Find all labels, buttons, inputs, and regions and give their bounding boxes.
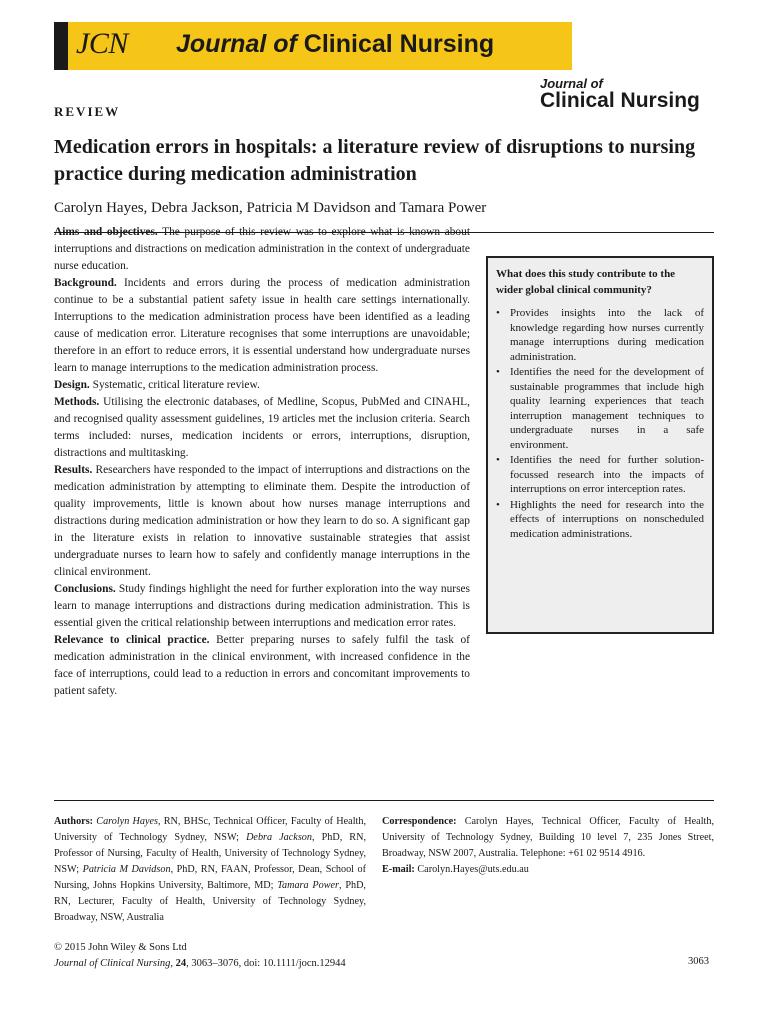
list-item [496,365,704,452]
abstract-text: The purpose of this review was to explore what is known about interruptions and distractions on medication administration in the context of undergraduate nurse education. [54,226,470,272]
abstract-text: Study findings highlight the need for further exploration into the way nurses learn to manage interruptions and distractions during medication administration. This is essential given the critical relationship between interruptions and medication error rates. [54,583,470,629]
article-title: Medication errors in hospitals: a literature review of disruptions to nursing practice during medication administration [54,136,696,185]
logo-big-text: Clinical Nursing [540,89,700,112]
abstract-text: Utilising the electronic databases, of Medline, Scopus, PubMed and CINAHL, and recognised quality assessment guidelines, 19 articles met the inclusion criteria. Search terms included: nurses, medication incidents or errors, interruptions, disruption, distractions and multitasking. [54,396,470,459]
abstract-label: Relevance to clinical practice. [54,634,210,646]
logo-small-text: Journal of [540,76,603,91]
abstract-text: Better preparing nurses to safely fulfil the task of medication administration in the clinical environment, with increased confidence in the face of interruptions, could lead to a reduction in errors and concomitant improvements to patient safety. [54,634,470,697]
contribution-box [486,256,714,634]
list-item-text: Identifies the need for the development of sustainable programmes that include high quality learning experiences that teach interruption management techniques to undergraduate nurses in a safe environment. [510,366,704,451]
journal-banner-title [176,30,494,59]
author-affiliation: , PhD, RN, Professor of Nursing, Faculty of Health, University of Technology Sydney, NSW; [54,832,367,875]
list-item [496,453,704,497]
copyright-notice [54,940,346,972]
abstract-label: Results. [54,464,93,476]
author-affiliation: , PhD, RN, Lecturer, Faculty of Health, University of Technology Sydney, Broadway, NSW, Australia [54,880,366,923]
list-item-text: Provides insights into the lack of knowledge regarding how nurses currently manage interruptions during medication administration. [510,307,704,363]
bullet-icon: • [496,307,500,319]
abstract-label: Aims and objectives. [54,226,158,238]
author-name: Patricia M Davidson [82,864,171,875]
bullet-icon: • [496,498,500,511]
author-affiliations [54,814,366,926]
author-affiliation: , PhD, RN, FAAN, Professor, Dean, School of Nursing, Johns Hopkins University, Baltimore, MD; [54,864,367,891]
abstract-paragraph [54,224,470,275]
abstract-paragraph [54,632,470,700]
banner-title-rest: Clinical Nursing [303,30,495,58]
abstract-label: Methods. [54,396,100,408]
author-list: Carolyn Hayes, Debra Jackson, Patricia M Davidson and Tamara Power [54,200,487,216]
abstract-label: Design. [54,379,90,391]
copyright-line: © 2015 John Wiley & Sons Ltd [54,942,187,953]
contribution-list [496,306,704,541]
journal-logo [540,76,700,113]
citation-rest: , 3063–3076, doi: 10.1111/jocn.12944 [186,958,346,969]
abstract-paragraph [54,394,470,462]
email-label: E-mail: [382,864,415,875]
contribution-box-heading: What does this study contribute to the wider global clinical community? [496,268,676,296]
abstract-paragraph [54,581,470,632]
abstract [54,224,470,700]
journal-banner [54,22,572,70]
bullet-icon: • [496,366,500,378]
author-name: Debra Jackson [246,832,312,843]
email-link[interactable]: Carolyn.Hayes@uts.edu.au [417,864,529,875]
abstract-text: Researchers have responded to the impact of interruptions and distractions on the medication administration by attempting to eliminate them. Despite the introduction of quality improvements, little is known about how nurses manage interruptions and distractions during medication administration or how they learn to do so. A significant gap in the literature exists in relation to innovative sustainable strategies that assist undergraduate nurses to learn how to safely and confidently manage interruptions in the clinical environment. [54,464,470,578]
author-name: Carolyn Hayes [96,816,158,827]
bullet-icon: • [496,454,500,466]
footer-divider [54,800,714,801]
abstract-label: Conclusions. [54,583,116,595]
banner-title-italic: Journal of [176,30,297,58]
abstract-label: Background. [54,277,117,289]
journal-abbreviation: JCN [76,27,128,60]
abstract-paragraph [54,462,470,581]
abstract-paragraph [54,275,470,377]
abstract-text: Incidents and errors during the process of medication administration continue to be a substantial patient safety issue in health care settings internationally. Interruptions to the medication administration process have been identified as a leading cause of medication error. Literature recognises that some interruptions are unavoidable; therefore in an effort to reduce errors, it is essential understand how undergraduate nurses learn to manage interruptions to the medication administration process. [54,277,470,374]
author-name: Tamara Power [277,880,339,891]
page-number: 3063 [688,956,709,967]
citation-journal: Journal of Clinical Nursing [54,958,171,969]
list-item [496,498,704,542]
correspondence [382,814,714,878]
abstract-text: Systematic, critical literature review. [92,379,260,391]
section-label: REVIEW [54,104,121,119]
list-item-text: Highlights the need for research into the effects of interruptions on nonscheduled medication administrations. [510,498,704,540]
authors-label: Authors: [54,816,94,827]
list-item [496,306,704,364]
correspondence-label: Correspondence: [382,816,457,827]
abstract-paragraph [54,377,470,394]
author-affiliation: , RN, BHSc, Technical Officer, Faculty of Health, University of Technology Sydney, NSW; [54,816,366,843]
correspondence-text: Carolyn Hayes, Technical Officer, Faculty of Health, University of Technology Sydney, Building 10 level 7, 235 Jones Street, Broadway, NSW 2007, Australia. Telephone: +61 02 9514 4916. [382,816,714,859]
citation-volume: 24 [175,958,187,969]
citation-line: Journal of Clinical Nursing, 24, 3063–3076, doi: 10.1111/jocn.12944 [54,958,346,969]
list-item-text: Identifies the need for further solution-focussed research into the impacts of interruptions on error interception rates. [510,454,704,495]
